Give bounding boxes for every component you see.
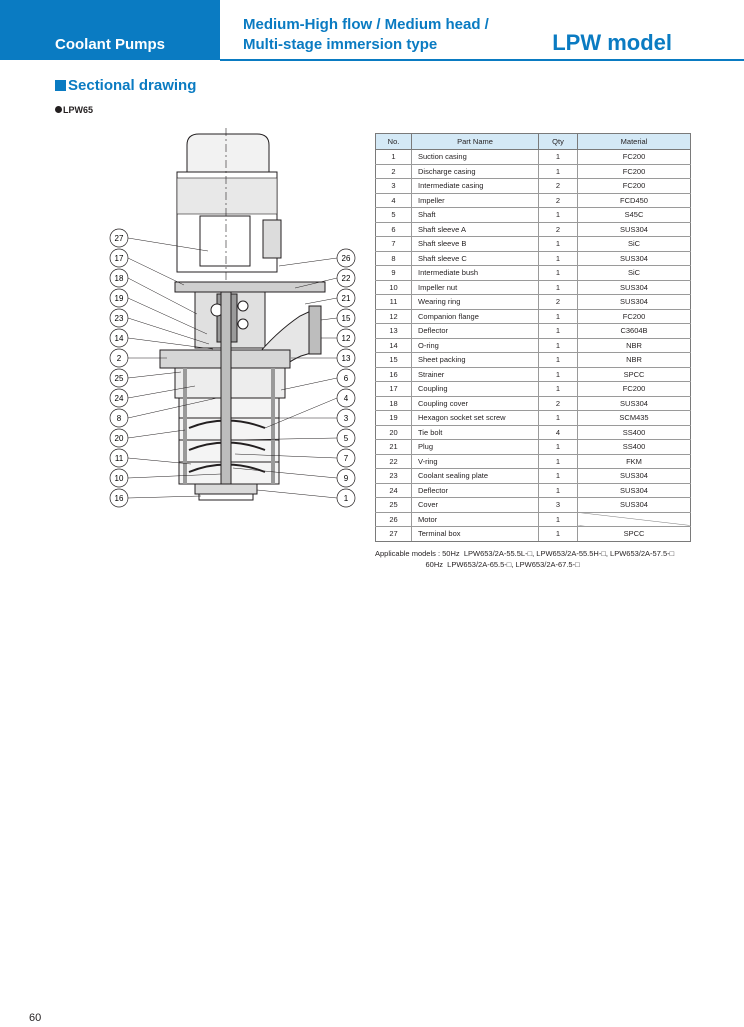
part-material: SCM435 [578, 411, 691, 426]
page-number: 60 [29, 1012, 42, 1024]
part-name: Strainer [412, 367, 539, 382]
part-no: 11 [376, 295, 412, 310]
part-material: S45C [578, 208, 691, 223]
part-no: 5 [376, 208, 412, 223]
callout-11-label: 11 [114, 454, 124, 463]
table-row [376, 150, 691, 165]
part-material: FC200 [578, 150, 691, 165]
part-no: 23 [376, 469, 412, 484]
table-row [376, 324, 691, 339]
part-qty: 2 [539, 222, 578, 237]
part-no: 13 [376, 324, 412, 339]
part-qty: 1 [539, 469, 578, 484]
part-name: Impeller nut [412, 280, 539, 295]
callout-6-label: 6 [343, 374, 349, 383]
header-subtitle-line2: Multi-stage immersion type [243, 36, 438, 53]
terminal-box [263, 220, 281, 258]
table-row [376, 454, 691, 469]
table-row [376, 367, 691, 382]
applicable-models-50hz: LPW653/2A-55.5L-□, LPW653/2A-55.5H-□, LPW653/2A-57.5-□ [463, 549, 675, 558]
table-row [376, 251, 691, 266]
part-material: SUS304 [578, 396, 691, 411]
part-material [578, 512, 691, 527]
callout-19-label: 19 [114, 294, 124, 303]
part-qty: 1 [539, 382, 578, 397]
motor-window [200, 216, 250, 266]
part-no: 10 [376, 280, 412, 295]
callout-9-label: 9 [343, 474, 349, 483]
callout-1-label: 1 [343, 494, 349, 503]
callout-13-label: 13 [341, 354, 351, 363]
part-material: SUS304 [578, 222, 691, 237]
table-row [376, 396, 691, 411]
part-name: Deflector [412, 324, 539, 339]
part-qty: 1 [539, 324, 578, 339]
part-qty: 1 [539, 251, 578, 266]
col-qty: Qty [539, 134, 578, 150]
callout-15-label: 15 [341, 314, 351, 323]
header-subtitle [243, 15, 489, 55]
table-row [376, 483, 691, 498]
callout-16-label: 16 [114, 494, 124, 503]
applicable-models-label: Applicable models : 50Hz [375, 549, 460, 558]
part-name: Sheet packing [412, 353, 539, 368]
callout-17-label: 17 [114, 254, 124, 263]
callout-12-label: 12 [341, 334, 351, 343]
part-no: 19 [376, 411, 412, 426]
part-material: C3604B [578, 324, 691, 339]
part-name: Discharge casing [412, 164, 539, 179]
part-no: 25 [376, 498, 412, 513]
applicable-models [375, 548, 674, 570]
part-qty: 1 [539, 512, 578, 527]
part-name: Coupling [412, 382, 539, 397]
part-qty: 4 [539, 425, 578, 440]
table-row [376, 280, 691, 295]
table-row [376, 498, 691, 513]
part-no: 22 [376, 454, 412, 469]
callout-26-label: 26 [341, 254, 351, 263]
part-qty: 1 [539, 266, 578, 281]
part-qty: 1 [539, 411, 578, 426]
motor-top [187, 134, 269, 172]
part-name: Intermediate casing [412, 179, 539, 194]
part-name: Impeller [412, 193, 539, 208]
callout-27-label: 27 [114, 234, 124, 243]
callout-7-label: 7 [343, 454, 349, 463]
part-material: FC200 [578, 309, 691, 324]
table-row [376, 309, 691, 324]
part-qty: 2 [539, 193, 578, 208]
table-row [376, 425, 691, 440]
table-row [376, 208, 691, 223]
part-name: Plug [412, 440, 539, 455]
applicable-models-60hz-label: 60Hz [425, 560, 443, 569]
part-material: FCD450 [578, 193, 691, 208]
table-row [376, 222, 691, 237]
table-row [376, 193, 691, 208]
part-name: Deflector [412, 483, 539, 498]
callout-14-label: 14 [114, 334, 124, 343]
callout-18-label: 18 [114, 274, 124, 283]
part-name: Tie bolt [412, 425, 539, 440]
table-row [376, 338, 691, 353]
part-no: 8 [376, 251, 412, 266]
header-category-block [0, 0, 220, 60]
part-material: SS400 [578, 440, 691, 455]
table-row [376, 164, 691, 179]
part-no: 4 [376, 193, 412, 208]
model-label [55, 105, 93, 115]
part-qty: 1 [539, 280, 578, 295]
section-title-text: Sectional drawing [68, 77, 197, 94]
bullet-dot-icon [55, 106, 62, 113]
part-name: Hexagon socket set screw [412, 411, 539, 426]
table-row [376, 237, 691, 252]
part-qty: 2 [539, 396, 578, 411]
part-qty: 1 [539, 208, 578, 223]
table-row [376, 179, 691, 194]
table-row [376, 512, 691, 527]
header-category: Coolant Pumps [55, 36, 166, 53]
callout-20-label: 20 [114, 434, 124, 443]
part-no: 1 [376, 150, 412, 165]
square-bullet-icon [55, 80, 66, 91]
part-name: O-ring [412, 338, 539, 353]
table-row [376, 266, 691, 281]
callout-22-label: 22 [341, 274, 351, 283]
part-name: Shaft [412, 208, 539, 223]
tie-bolt-left [183, 368, 187, 484]
applicable-models-60hz: LPW653/2A-65.5-□, LPW653/2A-67.5-□ [447, 560, 580, 569]
table-row [376, 295, 691, 310]
part-no: 26 [376, 512, 412, 527]
part-qty: 1 [539, 309, 578, 324]
callout-21-label: 21 [341, 294, 351, 303]
part-material: FC200 [578, 179, 691, 194]
part-no: 15 [376, 353, 412, 368]
mounting-plate [175, 282, 325, 292]
part-no: 6 [376, 222, 412, 237]
part-qty: 2 [539, 295, 578, 310]
callout-25-label: 25 [114, 374, 124, 383]
strainer [199, 494, 253, 500]
part-no: 27 [376, 527, 412, 542]
part-no: 17 [376, 382, 412, 397]
part-no: 24 [376, 483, 412, 498]
col-part-name: Part Name [412, 134, 539, 150]
part-qty: 1 [539, 454, 578, 469]
part-name: Motor [412, 512, 539, 527]
part-material: SUS304 [578, 469, 691, 484]
part-name: Suction casing [412, 150, 539, 165]
tie-bolt-right [271, 368, 275, 484]
parts-table [375, 133, 691, 542]
part-name: Coolant sealing plate [412, 469, 539, 484]
part-no: 20 [376, 425, 412, 440]
part-no: 3 [376, 179, 412, 194]
callout-3-label: 3 [343, 414, 349, 423]
callout-8-label: 8 [116, 414, 122, 423]
header-model: LPW model [552, 30, 672, 55]
part-material: NBR [578, 338, 691, 353]
part-qty: 1 [539, 150, 578, 165]
part-material: NBR [578, 353, 691, 368]
part-qty: 1 [539, 527, 578, 542]
table-row [376, 411, 691, 426]
pump-drawing [160, 128, 325, 500]
part-no: 14 [376, 338, 412, 353]
table-row [376, 440, 691, 455]
part-material: SUS304 [578, 295, 691, 310]
callout-5-label: 5 [343, 434, 349, 443]
part-qty: 1 [539, 338, 578, 353]
callout-23-label: 23 [114, 314, 124, 323]
motor-fins [177, 178, 277, 214]
part-no: 18 [376, 396, 412, 411]
callout-2-label: 2 [116, 354, 122, 363]
part-material: SiC [578, 237, 691, 252]
part-no: 7 [376, 237, 412, 252]
suction-casing [195, 484, 257, 494]
pump-shaft [221, 292, 231, 488]
part-qty: 1 [539, 483, 578, 498]
header-subtitle-line1: Medium-High flow / Medium head / [243, 16, 489, 33]
part-qty: 1 [539, 237, 578, 252]
part-material: SUS304 [578, 280, 691, 295]
table-row [376, 469, 691, 484]
part-qty: 1 [539, 353, 578, 368]
part-material: FKM [578, 454, 691, 469]
part-material: FC200 [578, 382, 691, 397]
part-name: Companion flange [412, 309, 539, 324]
part-name: Shaft sleeve A [412, 222, 539, 237]
part-material: SUS304 [578, 498, 691, 513]
callout-24-label: 24 [114, 394, 124, 403]
part-material: SPCC [578, 527, 691, 542]
part-no: 21 [376, 440, 412, 455]
part-no: 16 [376, 367, 412, 382]
table-row [376, 353, 691, 368]
part-name: Coupling cover [412, 396, 539, 411]
part-qty: 1 [539, 164, 578, 179]
model-label-text: LPW65 [63, 105, 94, 115]
part-name: V-ring [412, 454, 539, 469]
part-material: SUS304 [578, 483, 691, 498]
companion-flange [309, 306, 321, 354]
part-material: FC200 [578, 164, 691, 179]
part-name: Terminal box [412, 527, 539, 542]
part-no: 2 [376, 164, 412, 179]
table-row [376, 527, 691, 542]
part-material: SPCC [578, 367, 691, 382]
col-material: Material [578, 134, 691, 150]
table-row [376, 382, 691, 397]
part-material: SS400 [578, 425, 691, 440]
parts-table-header [376, 134, 691, 150]
part-name: Shaft sleeve C [412, 251, 539, 266]
part-name: Intermediate bush [412, 266, 539, 281]
part-qty: 1 [539, 440, 578, 455]
sectional-drawing [105, 128, 360, 523]
part-no: 12 [376, 309, 412, 324]
part-no: 9 [376, 266, 412, 281]
part-material: SUS304 [578, 251, 691, 266]
parts-table-body [376, 150, 691, 542]
header-rule [220, 59, 744, 61]
part-qty: 2 [539, 179, 578, 194]
col-no: No. [376, 134, 412, 150]
part-qty: 1 [539, 367, 578, 382]
callout-4-label: 4 [343, 394, 349, 403]
part-name: Shaft sleeve B [412, 237, 539, 252]
section-title [55, 77, 196, 94]
part-name: Cover [412, 498, 539, 513]
part-name: Wearing ring [412, 295, 539, 310]
part-material: SiC [578, 266, 691, 281]
callout-10-label: 10 [114, 474, 124, 483]
part-qty: 3 [539, 498, 578, 513]
